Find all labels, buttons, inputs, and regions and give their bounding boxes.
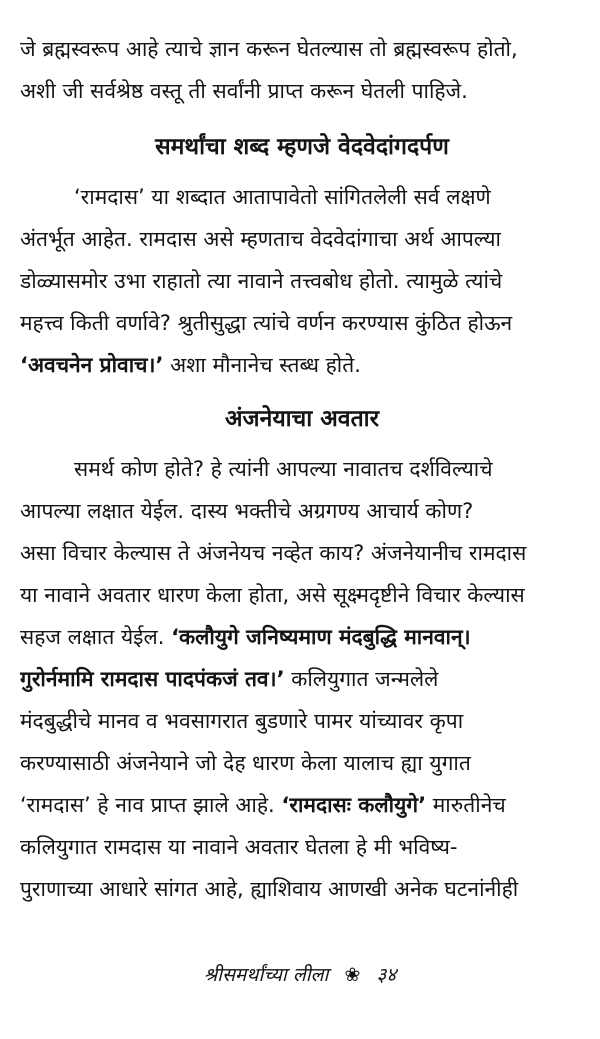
paragraph-3-line-4: या नावाने अवतार धारण केला होता, असे सूक्ष्मदृष्टीने विचार केल्यास (20, 583, 525, 607)
paragraph-3-line-6 (20, 658, 584, 700)
quote-avachanena: ‘अवचनेन प्रोवाच।’ (20, 353, 164, 377)
paragraph-2-line-4: महत्त्व किती वर्णावे? श्रुतीसुद्धा त्यांचे वर्णन करण्यास कुंठित होऊन (20, 311, 513, 335)
paragraph-2-line-2: अंतर्भूत आहेत. रामदास असे म्हणताच वेदवेदांगाचा अर्थ आपल्या (20, 227, 501, 251)
paragraph-2-line-5 (20, 344, 584, 386)
paragraph-3-line-3: असा विचार केल्यास ते अंजनेयच नव्हेत काय? अंजनेयानीच रामदास (20, 541, 527, 565)
paragraph-3-line-9-rest: मारुतीनेच (426, 793, 506, 817)
paragraph-1-line-1: जे ब्रह्मस्वरूप आहे त्याचे ज्ञान करून घेतल्यास तो ब्रह्मस्वरूप होतो, (20, 37, 518, 61)
paragraph-3-line-8: करण्यासाठी अंजनेयाने जो देह धारण केला यालाच ह्या युगात (20, 751, 471, 775)
flower-ornament-icon: ❀ (344, 964, 361, 986)
page-number: ३४ (376, 964, 397, 986)
paragraph-3 (20, 448, 584, 910)
paragraph-3-line-1: समर्थ कोण होते? हे त्यांनी आपल्या नावातच दर्शविल्याचे (74, 457, 493, 481)
paragraph-2-line-5-rest: अशा मौनानेच स्तब्ध होते. (163, 353, 361, 377)
section-heading-1: समर्थांचा शब्द म्हणजे वेदवेदांगदर्पण (155, 134, 449, 160)
paragraph-1-line-2: अशी जी सर्वश्रेष्ठ वस्तू ती सर्वांनी प्राप्त करून घेतली पाहिजे. (20, 79, 468, 103)
paragraph-3-line-2: आपल्या लक्षात येईल. दास्य भक्तीचे अग्रगण्य आचार्य कोण? (20, 499, 474, 523)
paragraph-2-line-1: ‘रामदास’ या शब्दात आतापावेतो सांगितलेली सर्व लक्षणे (74, 185, 491, 209)
section-heading-2: अंजनेयाचा अवतार (224, 406, 380, 432)
paragraph-3-line-5-plain: सहज लक्षात येईल. (20, 625, 172, 649)
paragraph-3-line-7: मंदबुद्धीचे मानव व भवसागरात बुडणारे पामर यांच्यावर कृपा (20, 709, 464, 733)
running-title: श्रीसमर्थांच्या लीला (203, 964, 329, 986)
paragraph-3-line-9 (20, 784, 584, 826)
paragraph-3-line-11: पुराणाच्या आधारे सांगत आहे, ह्याशिवाय आणखी अनेक घटनांनीही (20, 877, 519, 901)
page-footer (0, 960, 600, 990)
paragraph-2-line-3: डोळ्यासमोर उभा राहातो त्या नावाने तत्त्वबोध होतो. त्यामुळे त्यांचे (20, 269, 503, 293)
quote-kalauyuge-part-1: ‘कलौयुगे जनिष्यमाण मंदबुद्धि मानवान्। (171, 625, 471, 649)
paragraph-3-line-9-plain: ‘रामदास’ हे नाव प्राप्त झाले आहे. (20, 793, 282, 817)
paragraph-3-line-6-rest: कलियुगात जन्मलेले (284, 667, 439, 691)
paragraph-3-line-5 (20, 616, 584, 658)
quote-kalauyuge-part-2: गुरोर्नमामि रामदास पादपंकजं तव।’ (20, 667, 285, 691)
paragraph-2 (20, 176, 584, 386)
paragraph-3-line-10: कलियुगात रामदास या नावाने अवतार घेतला हे मी भविष्य- (20, 835, 458, 859)
quote-ramdasah: ‘रामदासः कलौयुगे’ (281, 793, 427, 817)
